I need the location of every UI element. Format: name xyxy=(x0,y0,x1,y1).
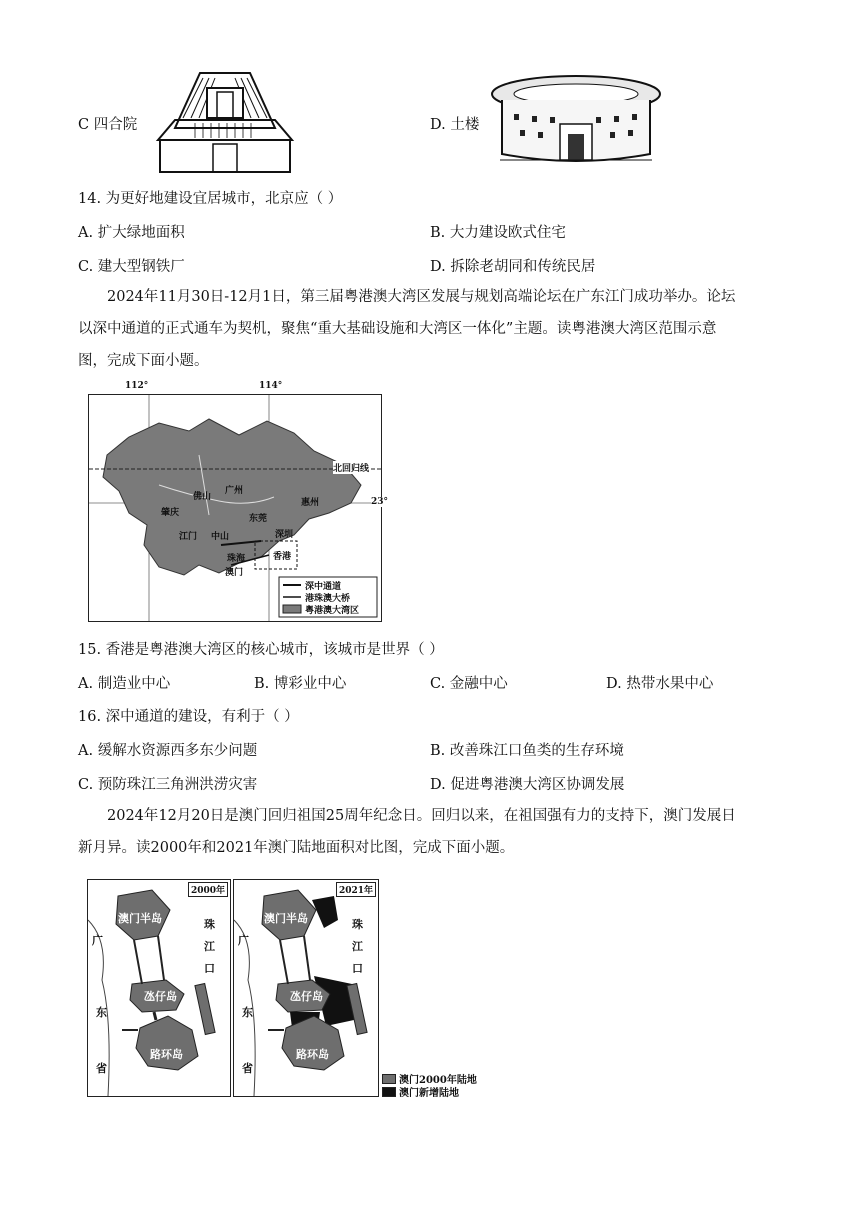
q16-option-a: A. 缓解水资源西多东少问题 xyxy=(78,743,258,759)
coloane-label-2021: 路环岛 xyxy=(296,1048,329,1061)
river-char-3-2021: 口 xyxy=(352,962,363,975)
q14-option-a: A. 扩大绿地面积 xyxy=(78,225,185,241)
passage-2-line2: 新月异。读2000年和2021年澳门陆地面积对比图，完成下面小题。 xyxy=(78,840,515,856)
legend-bay-area: 粤港澳大湾区 xyxy=(305,606,360,616)
city-zhuhai: 珠海 xyxy=(227,554,246,564)
coloane-label-2000: 路环岛 xyxy=(150,1048,183,1061)
city-macau: 澳门 xyxy=(225,568,244,578)
passage-2 xyxy=(78,800,778,864)
longitude-112-label: 112° xyxy=(125,381,149,391)
city-zhaoqing: 肇庆 xyxy=(161,508,180,518)
city-zhongshan: 中山 xyxy=(211,532,230,542)
taipa-label-2000: 氹仔岛 xyxy=(144,990,177,1003)
province-char-2-2021: 东 xyxy=(242,1006,253,1019)
q14-option-c: C. 建大型钢铁厂 xyxy=(78,259,185,275)
legend-new-land: 澳门新增陆地 xyxy=(399,1088,459,1099)
greater-bay-area-map xyxy=(88,381,389,622)
legend-2000-land: 澳门2000年陆地 xyxy=(399,1075,477,1086)
tulou-illustration xyxy=(490,72,662,164)
passage-1-line3: 图，完成下面小题。 xyxy=(78,353,209,369)
river-char-3: 口 xyxy=(204,962,215,975)
province-char-3: 省 xyxy=(96,1062,107,1075)
siheyuan-illustration xyxy=(155,68,295,174)
q15-option-b: B. 博彩业中心 xyxy=(254,676,347,692)
question-14: 14. 为更好地建设宜居城市，北京应（ ） xyxy=(78,191,343,207)
q15-option-d: D. 热带水果中心 xyxy=(606,676,714,692)
legend-shenzhong-channel: 深中通道 xyxy=(305,582,342,592)
river-char-1: 珠 xyxy=(204,918,215,931)
province-char-1: 广 xyxy=(92,934,103,947)
peninsula-label-2000: 澳门半岛 xyxy=(118,912,162,925)
tropic-label: 北回归线 xyxy=(333,461,369,474)
passage-1-line1: 2024年11月30日-12月1日，第三届粤港澳大湾区发展与规划高端论坛在广东江门成功举办。论坛 xyxy=(107,289,736,305)
question-16: 16. 深中通道的建设，有利于（ ） xyxy=(78,709,299,725)
passage-2-line1: 2024年12月20日是澳门回归祖国25周年纪念日。回归以来，在祖国强有力的支持下，澳门发展日 xyxy=(107,808,736,824)
legend-swatch-2000 xyxy=(382,1074,396,1084)
longitude-114-label: 114° xyxy=(259,381,283,391)
macau-legend xyxy=(382,1072,477,1098)
city-foshan: 佛山 xyxy=(193,492,212,502)
year-2021-label: 2021年 xyxy=(336,882,376,897)
q16-option-d: D. 促进粤港澳大湾区协调发展 xyxy=(430,777,625,793)
macau-map-2021 xyxy=(233,879,379,1097)
option-c-label: C 四合院 xyxy=(78,117,138,133)
river-char-1-2021: 珠 xyxy=(352,918,363,931)
city-shenzhen: 深圳 xyxy=(275,530,294,540)
city-huizhou: 惠州 xyxy=(301,498,320,508)
city-guangzhou: 广州 xyxy=(225,486,244,496)
province-char-3-2021: 省 xyxy=(242,1062,253,1075)
question-15: 15. 香港是粤港澳大湾区的核心城市，该城市是世界（ ） xyxy=(78,642,444,658)
passage-1 xyxy=(78,281,778,377)
passage-1-line2: 以深中通道的正式通车为契机，聚焦“重大基础设施和大湾区一体化”主题。读粤港澳大湾区范围示意 xyxy=(78,321,717,337)
river-char-2: 江 xyxy=(204,940,215,953)
option-d-label: D. 土楼 xyxy=(430,117,480,133)
city-dongguan: 东莞 xyxy=(249,514,268,524)
city-jiangmen: 江门 xyxy=(179,532,198,542)
q16-option-b: B. 改善珠江口鱼类的生存环境 xyxy=(430,743,624,759)
q14-option-b: B. 大力建设欧式住宅 xyxy=(430,225,566,241)
city-hongkong: 香港 xyxy=(273,552,292,562)
taipa-label-2021: 氹仔岛 xyxy=(290,990,323,1003)
legend-swatch-new xyxy=(382,1087,396,1097)
q16-option-c: C. 预防珠江三角洲洪涝灾害 xyxy=(78,777,258,793)
legend-hzmb: 港珠澳大桥 xyxy=(305,594,351,604)
q15-option-c: C. 金融中心 xyxy=(430,676,508,692)
latitude-23-label: 23° xyxy=(371,497,389,507)
q15-option-a: A. 制造业中心 xyxy=(78,676,171,692)
province-char-2: 东 xyxy=(96,1006,107,1019)
peninsula-label-2021: 澳门半岛 xyxy=(264,912,308,925)
q14-option-d: D. 拆除老胡同和传统民居 xyxy=(430,259,596,275)
river-char-2-2021: 江 xyxy=(352,940,363,953)
macau-map-2000 xyxy=(87,879,231,1097)
year-2000-label: 2000年 xyxy=(188,882,228,897)
province-char-1-2021: 广 xyxy=(238,934,249,947)
